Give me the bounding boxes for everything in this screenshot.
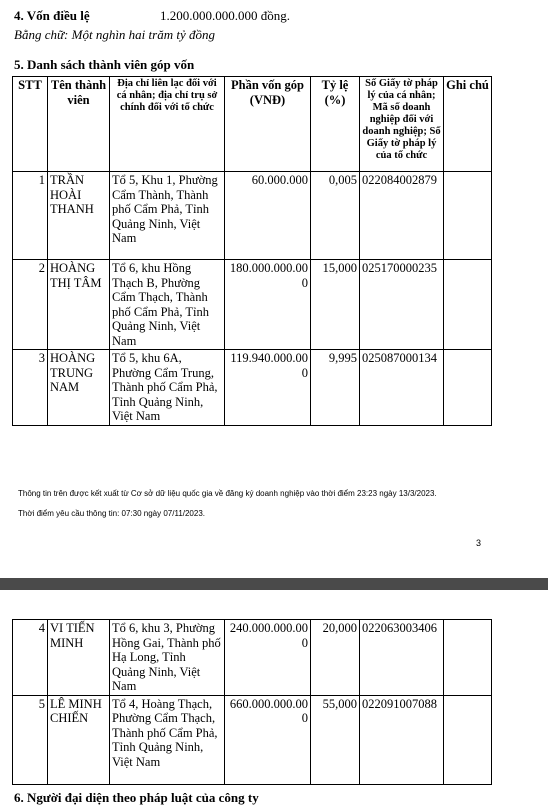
page-number: 3 [476, 538, 482, 548]
row-name: HOÀNG THỊ TÂM [48, 260, 110, 350]
row-stt: 1 [13, 172, 48, 260]
members-table-continued [12, 619, 492, 785]
row-address: Tổ 6, khu Hồng Thạch B, Phường Cẩm Thạch, Thành phố Cẩm Phả, Tỉnh Quảng Ninh, Việt Nam [110, 260, 225, 350]
row-stt: 4 [13, 620, 48, 696]
row-name: VI TIẾN MINH [48, 620, 110, 696]
footer-request-time: Thời điểm yêu cầu thông tin: 07:30 ngày 07/11/2023. [18, 509, 206, 518]
row-address: Tổ 5, khu 6A, Phường Cẩm Trung, Thành phố Cẩm Phả, Tỉnh Quảng Ninh, Việt Nam [110, 350, 225, 426]
row-id: 022091007088 [360, 695, 444, 784]
table-row [13, 260, 492, 350]
row-capital: 60.000.000 [225, 172, 311, 260]
row-address: Tổ 4, Hoàng Thạch, Phường Cẩm Thạch, Thành phố Cẩm Phả, Tỉnh Quảng Ninh, Việt Nam [110, 695, 225, 784]
header-id: Số Giấy tờ pháp lý của cá nhân; Mã số doanh nghiệp đối với doanh nghiệp; Số Giấy tờ pháp lý của tổ chức [360, 77, 444, 172]
header-ratio: Tỷ lệ (%) [311, 77, 360, 172]
row-id: 025170000235 [360, 260, 444, 350]
header-stt: STT [13, 77, 48, 172]
table-row [13, 350, 492, 426]
row-name: HOÀNG TRUNG NAM [48, 350, 110, 426]
row-ratio: 15,000 [311, 260, 360, 350]
row-name: LÊ MINH CHIẾN [48, 695, 110, 784]
row-capital: 660.000.000.000 [225, 695, 311, 784]
footer-extract-note: Thông tin trên được kết xuất từ Cơ sở dữ liệu quốc gia về đăng ký doanh nghiệp vào thời điểm 23:23 ngày 13/3/2023. [18, 489, 437, 498]
header-note: Ghi chú [444, 77, 492, 172]
row-name: TRẦN HOÀI THANH [48, 172, 110, 260]
row-stt: 5 [13, 695, 48, 784]
section6-title: 6. Người đại diện theo pháp luật của công ty [14, 790, 259, 805]
row-note [444, 620, 492, 696]
header-capital: Phần vốn góp (VNĐ) [225, 77, 311, 172]
row-ratio: 9,995 [311, 350, 360, 426]
row-id: 022084002879 [360, 172, 444, 260]
row-note [444, 695, 492, 784]
header-address: Địa chỉ liên lạc đối với cá nhân; địa chỉ trụ sở chính đối với tổ chức [110, 77, 225, 172]
table-row [13, 172, 492, 260]
section4-title: 4. Vốn điều lệ [14, 8, 90, 23]
members-table [12, 76, 492, 426]
table-row [13, 620, 492, 696]
page-separator [0, 578, 548, 590]
row-ratio: 0,005 [311, 172, 360, 260]
row-id: 022063003406 [360, 620, 444, 696]
row-capital: 180.000.000.000 [225, 260, 311, 350]
row-capital: 240.000.000.000 [225, 620, 311, 696]
row-address: Tổ 5, Khu 1, Phường Cẩm Thành, Thành phố Cẩm Phả, Tỉnh Quảng Ninh, Việt Nam [110, 172, 225, 260]
row-note [444, 172, 492, 260]
row-note [444, 350, 492, 426]
charter-capital-amount: 1.200.000.000.000 đồng. [160, 8, 290, 23]
section5-title: 5. Danh sách thành viên góp vốn [14, 57, 195, 72]
table-row [13, 695, 492, 784]
row-stt: 3 [13, 350, 48, 426]
row-address: Tổ 6, khu 3, Phường Hồng Gai, Thành phố Hạ Long, Tỉnh Quảng Ninh, Việt Nam [110, 620, 225, 696]
header-name: Tên thành viên [48, 77, 110, 172]
row-stt: 2 [13, 260, 48, 350]
charter-capital-in-words: Bằng chữ: Một nghìn hai trăm tỷ đồng [14, 27, 215, 42]
row-note [444, 260, 492, 350]
row-capital: 119.940.000.000 [225, 350, 311, 426]
row-ratio: 20,000 [311, 620, 360, 696]
table-header-row [13, 77, 492, 172]
row-id: 025087000134 [360, 350, 444, 426]
row-ratio: 55,000 [311, 695, 360, 784]
